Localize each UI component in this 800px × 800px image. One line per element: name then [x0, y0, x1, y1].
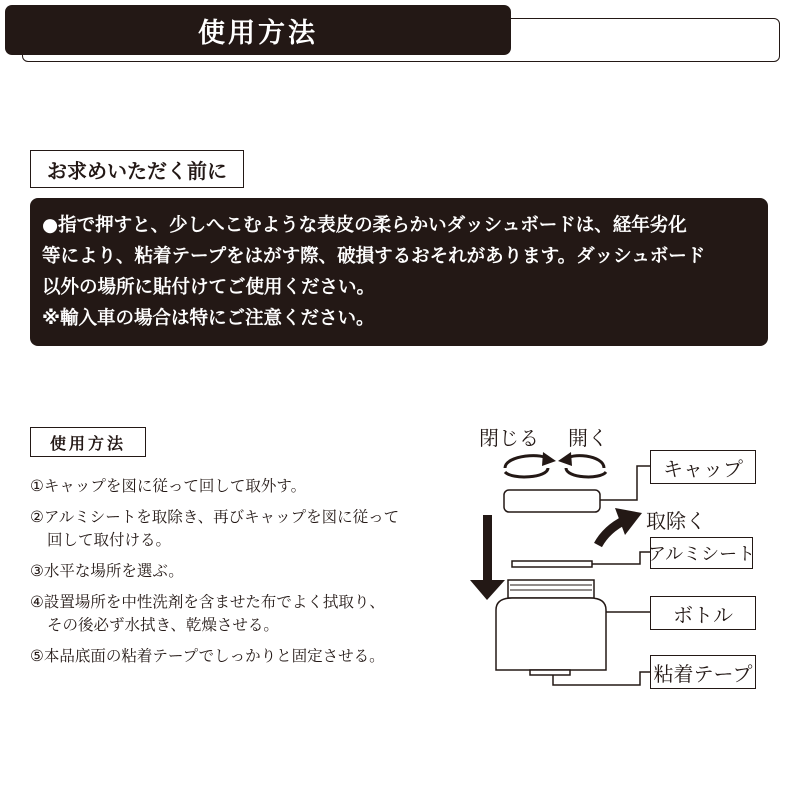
warning-line: ※輸入車の場合は特にご注意ください。: [42, 308, 375, 329]
step-text-continued: 回して取付ける。: [47, 531, 172, 549]
rotate-open-arrowhead-icon: [558, 452, 572, 466]
cap-shape: [504, 490, 600, 512]
aluminum-sheet-shape: [512, 561, 592, 567]
sheet-callout-line: [592, 552, 650, 564]
aluminum-sheet-callout: アルミシート: [650, 537, 753, 569]
open-label: 開く: [568, 426, 608, 450]
step-text: ①キャップを図に従って回して取外す。: [30, 477, 307, 495]
step-text: ⑤本品底面の粘着テープでしっかりと固定させる。: [30, 647, 385, 665]
down-arrow-shaft: [483, 515, 492, 585]
rotate-close-arrowhead-icon: [542, 452, 556, 466]
down-arrow-icon: [470, 580, 505, 600]
step-text: ③水平な場所を選ぶ。: [30, 562, 184, 580]
pre-purchase-label: お求めいただく前に: [30, 150, 244, 188]
rotate-close-arrow-icon: [505, 456, 548, 477]
step-text: ④設置場所を中性洗剤を含ませた布でよく拭取り、: [30, 593, 385, 611]
warning-line: 以外の場所に貼付けてご使用ください。: [42, 277, 376, 298]
step-text: ②アルミシートを取除き、再びキャップを図に従って: [30, 508, 400, 526]
cap-callout-line: [600, 466, 650, 500]
rotate-open-arrow-icon: [566, 456, 606, 477]
bottle-neck: [508, 580, 594, 598]
bottle-callout: ボトル: [650, 596, 756, 630]
warning-line: 等により、粘着テープをはがす際、破損するおそれがあります。ダッシュボード: [42, 246, 706, 267]
adhesive-tape-callout: 粘着テープ: [650, 655, 756, 689]
close-label: 閉じる: [479, 426, 539, 450]
bottle-body: [496, 598, 606, 670]
remove-label: 取除く: [646, 509, 706, 533]
step-text-continued: その後必ず水拭き、乾燥させる。: [47, 616, 279, 634]
page-title: 使用方法: [198, 17, 318, 49]
cap-callout: キャップ: [650, 450, 756, 484]
adhesive-tape-shape: [530, 670, 570, 675]
usage-label: 使用方法: [30, 427, 146, 457]
warning-line: ●指で押すと、少しへこむような表皮の柔らかいダッシュボードは、経年劣化: [42, 215, 687, 236]
